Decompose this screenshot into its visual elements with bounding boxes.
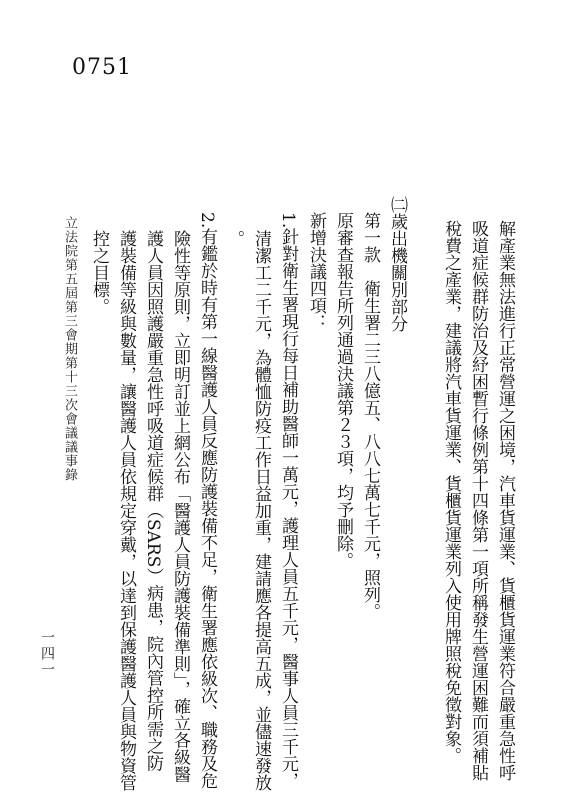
text-column: 解產業無法進行正常營運之困境，汽車貨運業、貨櫃貨運業符合嚴重急性呼 xyxy=(495,220,515,781)
running-footer: 立法院第五屆第三會期第十三次會議議事錄 xyxy=(62,216,77,482)
text-column: 新增決議四項： xyxy=(306,212,326,331)
page-number: 一四一 xyxy=(39,630,55,678)
text-column: 清潔工二千元，為體恤防疫工作日益加重，建請應各提高五成，並儘速發放 xyxy=(251,230,271,791)
text-column: 控之目標。 xyxy=(89,230,109,315)
text-column: 。 xyxy=(224,230,244,247)
text-column: 吸道症候群防治及紓困暫行條例第十四條第一項所稱發生營運困難而須補貼 xyxy=(468,220,488,781)
text-column: 稅費之產業，建議將汽車貨運業、貨櫃貨運業列入使用牌照稅免徵對象。 xyxy=(441,220,461,764)
text-column: 第一款 衛生署二三八億五、八八七萬七千元，照列。 xyxy=(360,212,380,620)
text-column: 險性等原則，立即明訂並上網公布「醫護人員防護裝備準則」，確立各級醫 xyxy=(170,230,190,783)
text-column: 原審查報告所列通過決議第２３項，均予刪除。 xyxy=(333,212,353,569)
text-column: 2.有鑑於時有第一線醫護人員反應防護裝備不足，衛生署應依級次、職務及危 xyxy=(197,212,217,790)
text-column: 1.針對衛生署現行每日補助醫師一萬元，護理人員五千元，醫事人員三千元， xyxy=(278,212,298,790)
text-column: 護人員因照護嚴重急性呼吸道症候群（SARS）病患，院內管控所需之防 xyxy=(143,230,163,772)
section-heading: ㈡歲出機關別部分 xyxy=(387,196,407,332)
text-column: 護裝備等級與數量，讓醫護人員依規定穿戴，以達到保護醫護人員與物資管 xyxy=(116,230,136,791)
document-number: 0751 xyxy=(72,55,132,80)
